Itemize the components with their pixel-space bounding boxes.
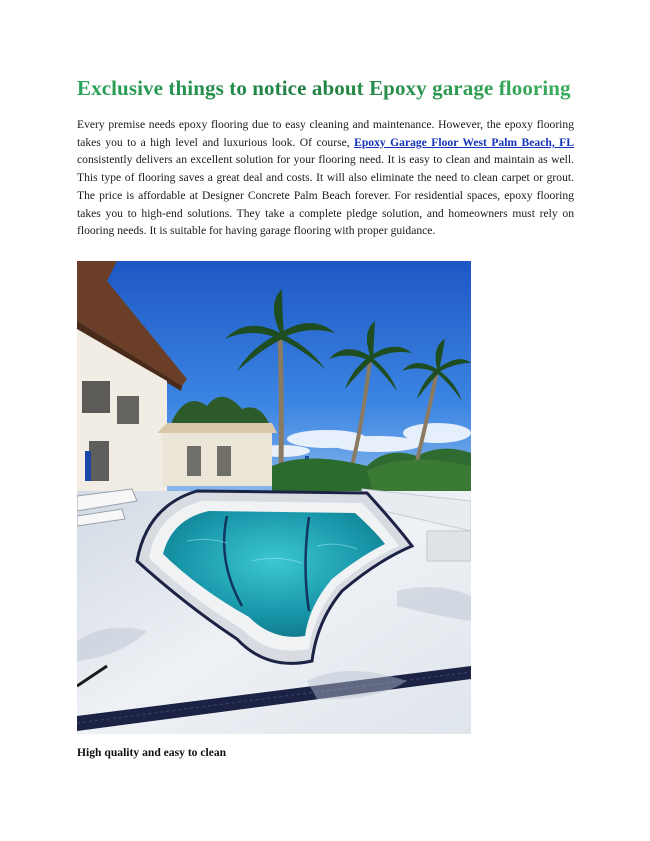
page-title: Exclusive things to notice about Epoxy garage flooring <box>77 76 577 101</box>
section-subheading: High quality and easy to clean <box>77 746 227 759</box>
epoxy-garage-floor-link[interactable]: Epoxy Garage Floor West Palm Beach, FL <box>354 135 575 149</box>
paragraph-text-after-link: consistently delivers an excellent solution for your flooring need. It is easy to clean and maintain as well. This type of flooring saves a great deal and costs. It will also eliminate the need to clean carpet or grout. The price is affordable at Designer Concrete Palm Beach forever. For residential spaces, epoxy flooring takes you to high-end solutions. They take a complete pledge solution, and homeowners must rely on flooring needs. It is suitable for having garage flooring with proper guidance. <box>77 153 574 238</box>
paragraph-text-before-link: Every premise needs epoxy flooring due to easy cleaning and maintenance. However, the epoxy flooring takes you to a high level and luxurious look. Of course, <box>77 118 574 149</box>
pool-deck-photo <box>77 261 471 734</box>
intro-paragraph <box>77 116 574 240</box>
